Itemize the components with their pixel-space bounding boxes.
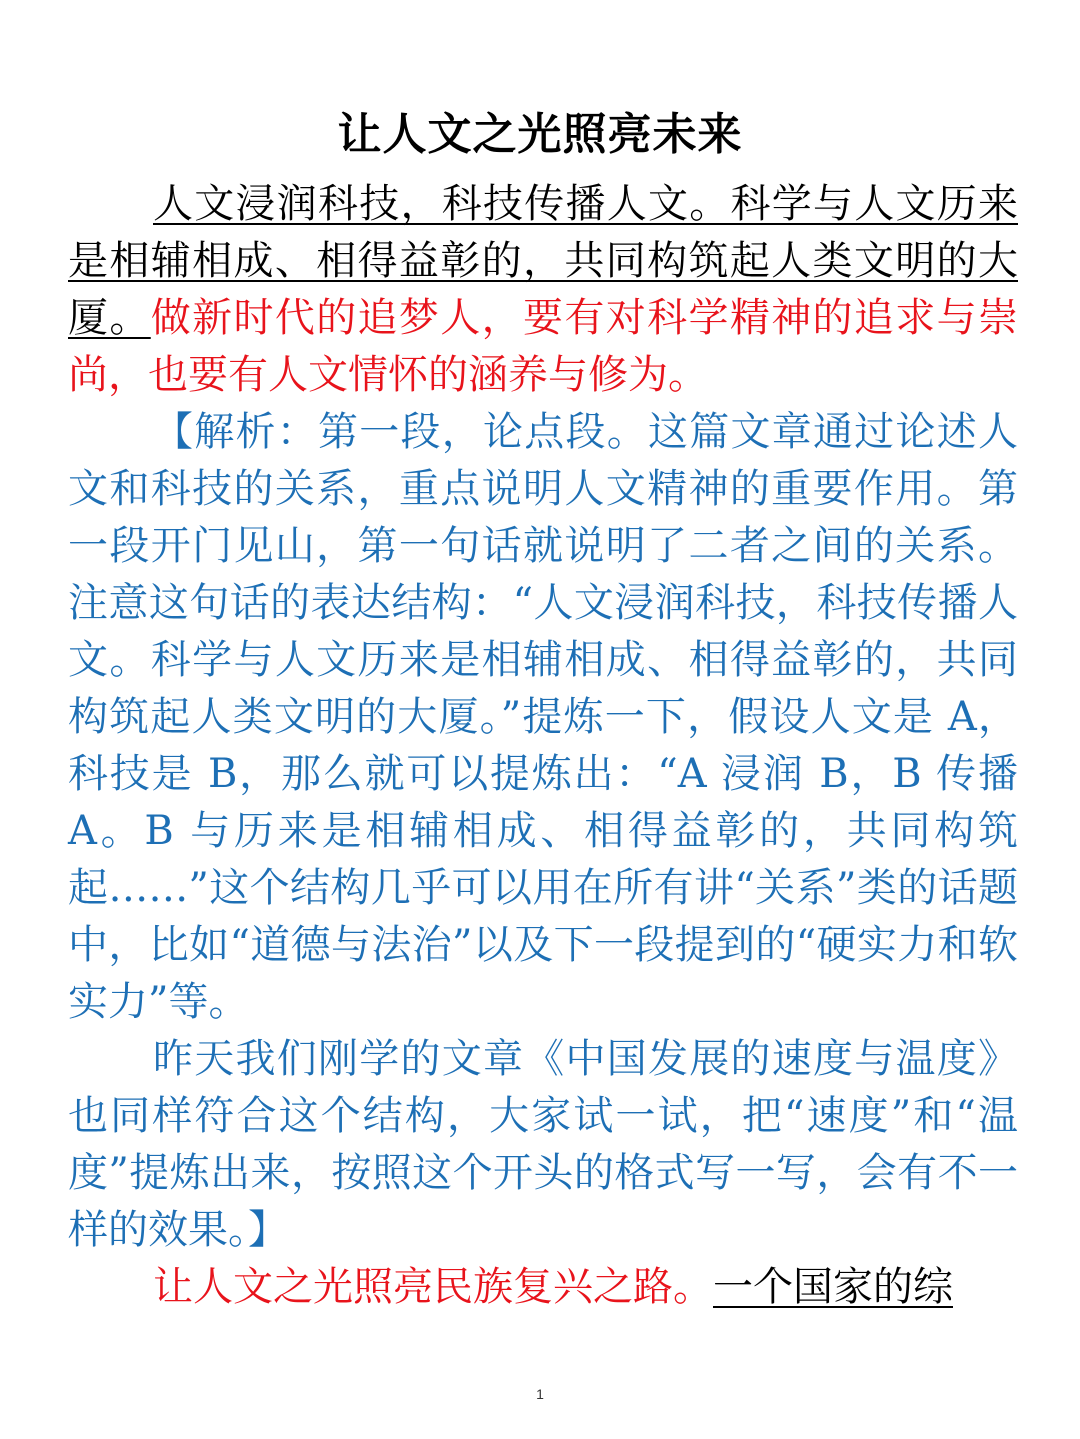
page-number: 1	[536, 1386, 544, 1402]
underlined-continuation-text: 一个国家的综	[713, 1264, 953, 1310]
analysis-paragraph-2: 昨天我们刚学的文章《中国发展的速度与温度》也同样符合这个结构，大家试一试，把“速度”和“温度”提炼出来，按照这个开头的格式写一写，会有不一样的效果。】	[68, 1036, 1018, 1253]
red-highlight-text: 做新时代的追梦人，要有对科学精神的追求与崇尚，也要有人文情怀的涵养与修为。	[68, 295, 1019, 398]
paragraph-2	[68, 1259, 1018, 1316]
document-title: 让人文之光照亮未来	[337, 109, 743, 160]
document-body	[68, 176, 1018, 1316]
paragraph-1	[68, 176, 1018, 404]
underlined-thesis-text: 人文浸润科技，科技传播人文。科学与人文历来是相辅相成、相得益彰的，共同构筑起人类文明的大厦。	[68, 181, 1018, 341]
red-subheading-text: 让人文之光照亮民族复兴之路。	[153, 1264, 713, 1310]
analysis-paragraph-1: 【解析：第一段，论点段。这篇文章通过论述人文和科技的关系，重点说明人文精神的重要作用。第一段开门见山，第一句话就说明了二者之间的关系。注意这句话的表达结构：“人文浸润科技，科技传播人文。科学与人文历来是相辅相成、相得益彰的，共同构筑起人类文明的大厦。”提炼一下，假设人文是 A，科技是 B，那么就可以提炼出：“A 浸润 B，B 传播 A。B 与历来是相辅相成、相得益彰的，共同构筑起……”这个结构几乎可以用在所有讲“关系”类的话题中，比如“道德与法治”以及下一段提到的“硬实力和软实力”等。	[68, 409, 1018, 1025]
